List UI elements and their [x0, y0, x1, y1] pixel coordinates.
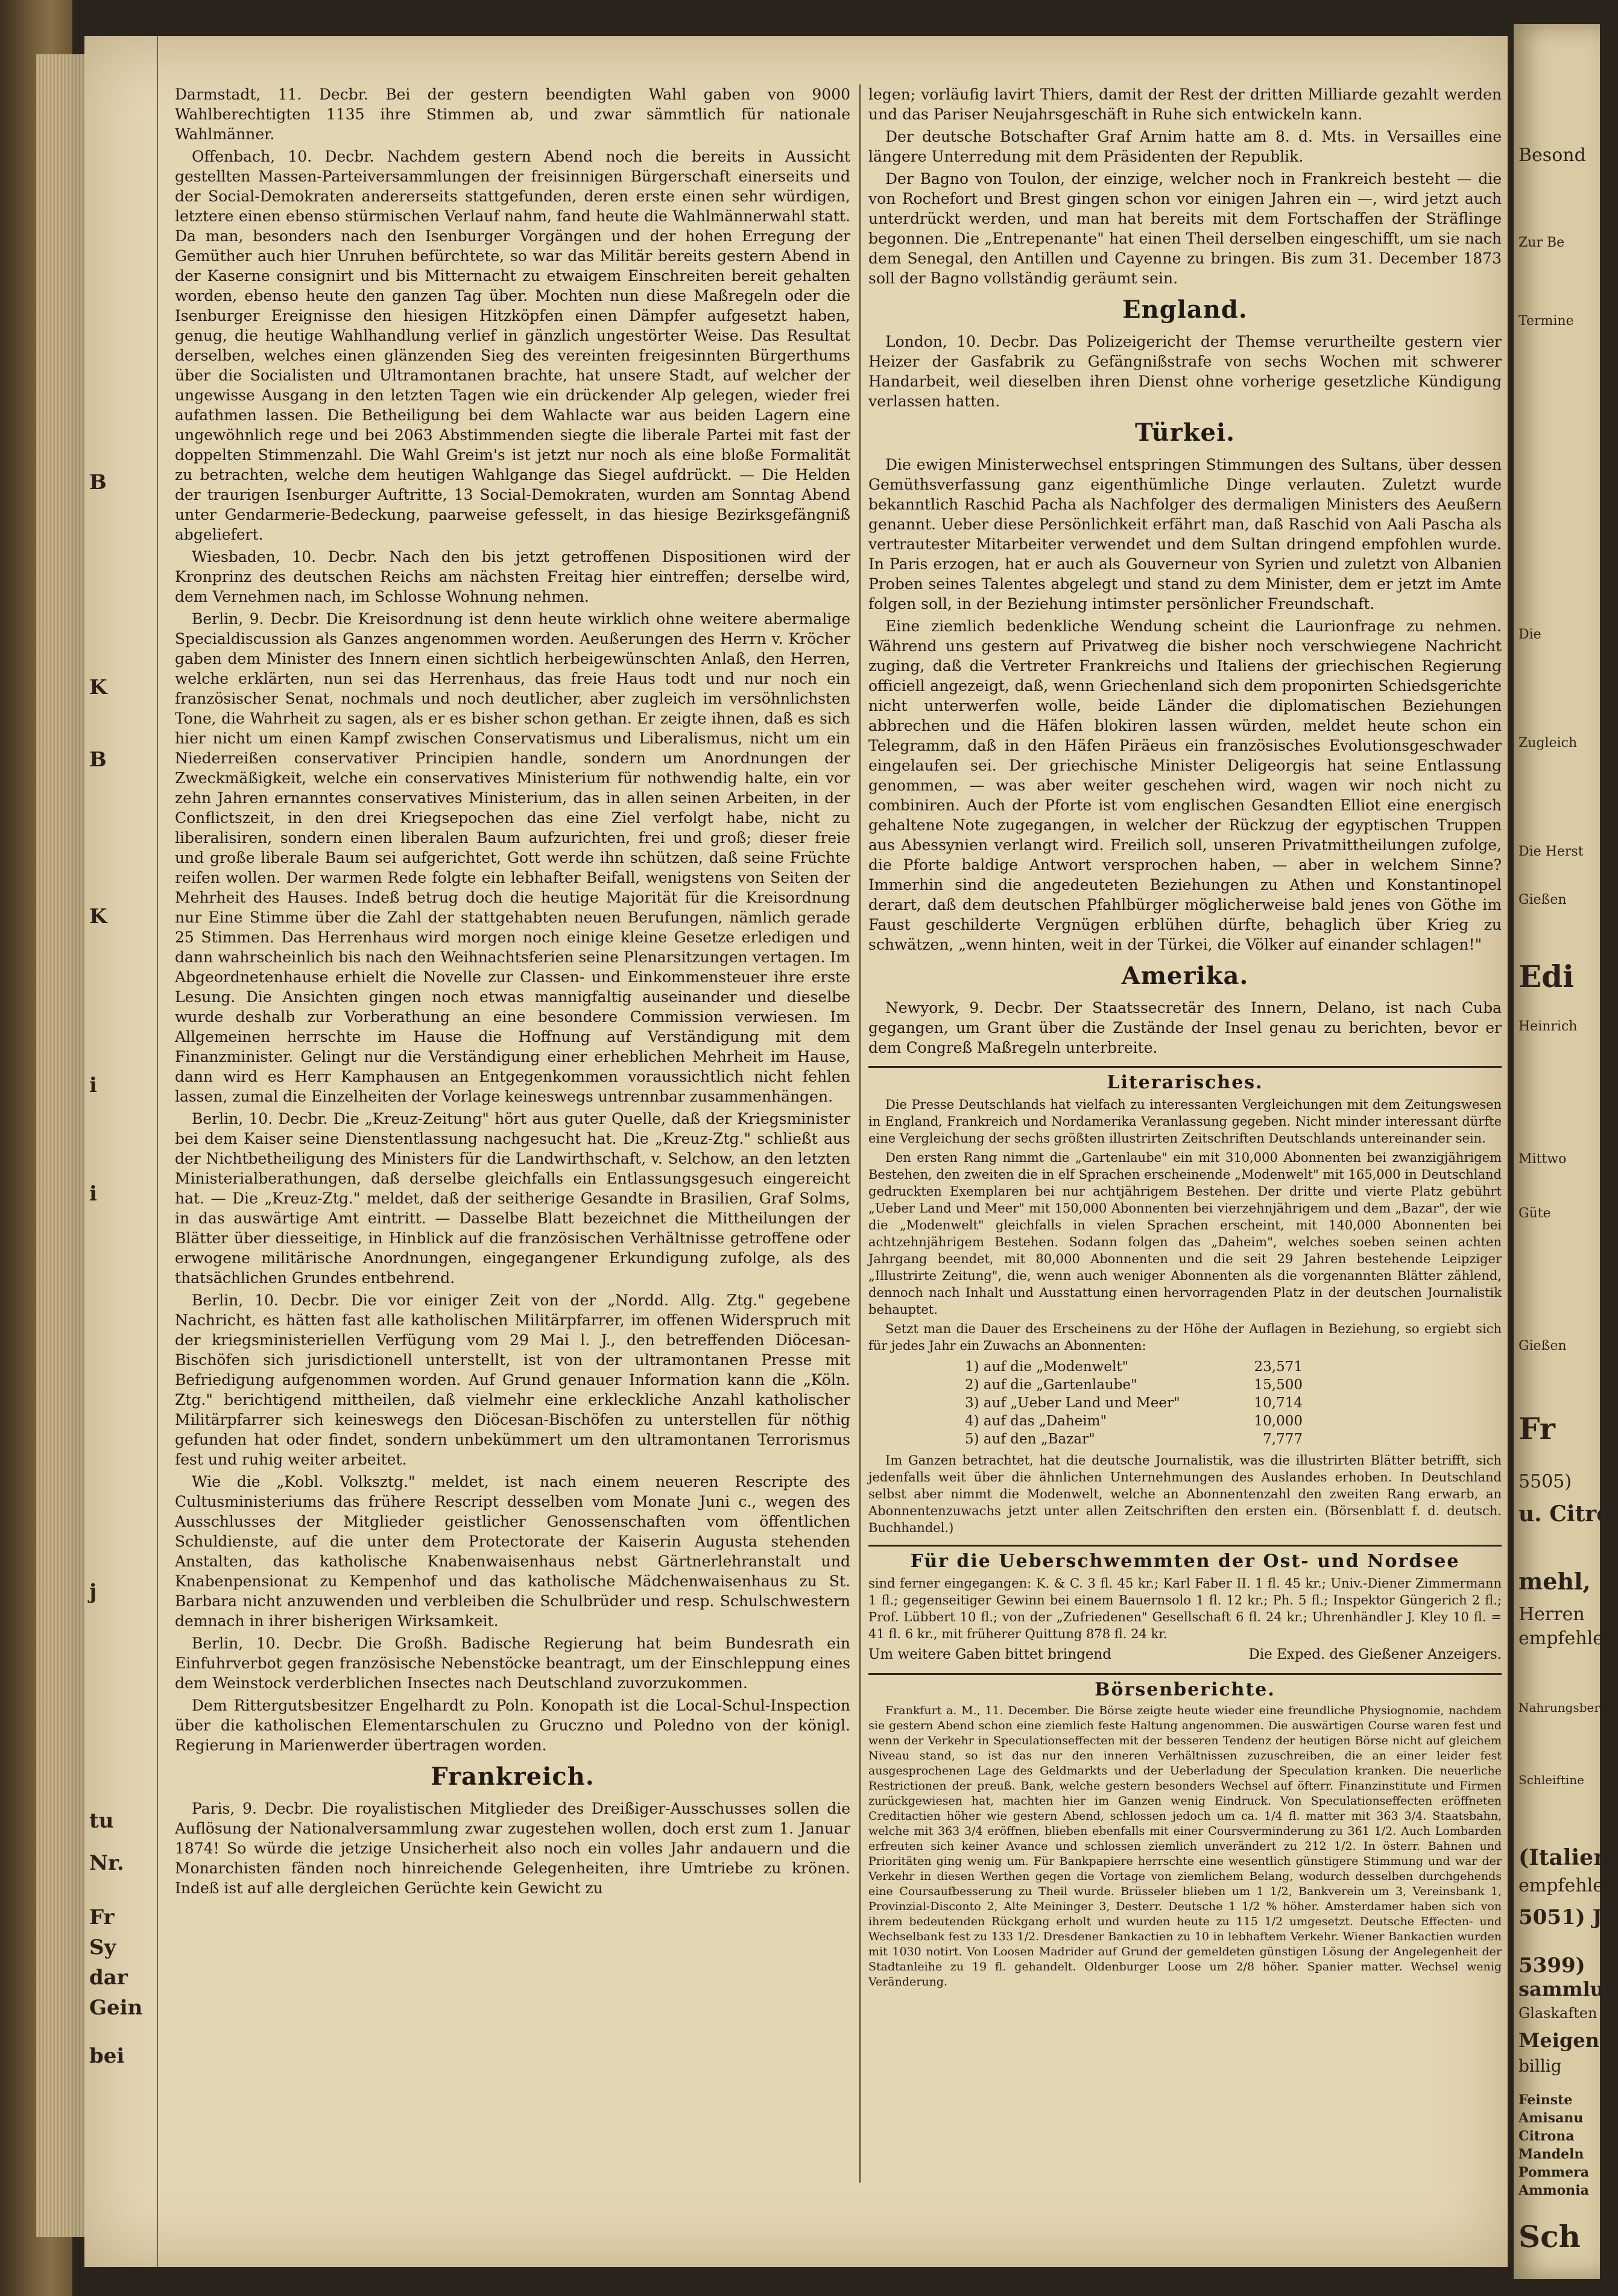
- table-row: [965, 1412, 1502, 1430]
- page-edges: [36, 54, 84, 2237]
- margin-fragment: dar: [89, 1966, 128, 1990]
- news-paragraph: Berlin, 10. Decbr. Die vor einiger Zeit von der „Nordd. Allg. Ztg." gegebene Nachricht, es hätten fast alle katholischen Militärpfarrer, im offenen Widerspruch mit der kriegsministeriellen Verfügung vom 29 Mai l. J., den betreffenden Diöcesan-Bischöfen sich jurisdictionell unterstellt, ist von der ultramontanen Presse mit Befriedigung aufgenommen worden. Auf Grund genauer Information kann die „Köln. Ztg." berichtigend mittheilen, daß vielmehr eine erkleckliche Anzahl katholischer Militärpfarrer sich keineswegs den Diöcesan-Bischöfen zu unterstellen für nöthig gefunden hat oder findet, sondern unbekümmert um den ultramontanen Terrorismus fest und ruhig weiter arbeitet.: [175, 1292, 850, 1468]
- news-paragraph: Berlin, 9. Decbr. Die Kreisordnung ist denn heute wirklich ohne weitere abermalige Specialdiscussion als Ganzes angenommen worden. Aeußerungen des Herrn v. Kröcher gaben dem Minister des Innern einen sichtlich herbeigewünschten Anlaß, den Herren, welche erklärten, nun sei das Herrenhaus, das freie Haus todt und nur noch ein französischer Senat, nochmals und noch deutlicher, aber zugleich im versöhnlichsten Tone, die Wahrheit zu sagen, als er es bisher schon gethan. Er zeigte ihnen, daß es sich hier nicht um einen Kampf zwischen Conservatismus und Liberalismus, nicht um ein Niederreißen conservativer Principien handle, sondern um Anordnungen der Zweckmäßigkeit, welche ein conservatives Ministerium für nothwendig halte, ein vor zehn Jahren ernanntes conservatives Ministerium, das in allen seinen Arbeiten, in der Conflictszeit, in den drei Kriegsepochen das eine Ziel verfolgt habe, nicht zu liberalisiren, sondern einen liberalen Baum aufzurichten, frei und groß; dieser freie und große liberale Baum sei aufgerichtet, Gott werde ihn schützen, daß seine Früchte reifen wollen. Der warmen Rede folgte ein lebhafter Beifall, wenigstens von Seiten der Mehrheit des Hauses. Indeß betrug doch die heutige Majorität für die Kreisordnung nur Eine Stimme über die Zahl der stattgehabten neuen Berufungen, nämlich gerade 25 Stimmen. Das Herrenhaus wird morgen noch einige kleine Gesetze erledigen und dann wahrscheinlich bis nach den Weihnachtsferien seine Plenarsitzungen vertagen. Im Abgeordnetenhause erhielt die Novelle zur Classen- und Einkommensteuer ihre erste Lesung. Die Ansichten gingen noch etwas mannigfaltig auseinander und dieselbe wurde deshalb zur Vorberathung an eine besondere Commission verwiesen. Im Allgemeinen herrschte im Hause die Hoffnung auf Verständigung mit dem Finanzminister. Gelingt nur die Verständigung einer erheblichen Mehrheit im Hause, dann wird es Herr Kamphausen an Entgegenkommen voraussichtlich nicht fehlen lassen, zumal die Einzelheiten der Vorlage keineswegs untrennbar zusammenhängen.: [175, 610, 850, 1105]
- facing-fragment: Besond: [1518, 145, 1586, 166]
- divider: [868, 1545, 1502, 1547]
- row-label: 1) auf die „Modenwelt": [965, 1359, 1129, 1375]
- news-paragraph: Berlin, 10. Decbr. Die Großh. Badische Regierung hat beim Bundesrath ein Einfuhrverbot gegen französische Nebenstöcke beantragt, um der Einschleppung eines dem Weinstock verderblichen Insectes nach Deutschland zuvorzukommen.: [175, 1635, 850, 1692]
- news-paragraph: Wie die „Kobl. Volksztg." meldet, ist nach einem neueren Rescripte des Cultusministeriums das frühere Rescript desselben vom Monate Juni c., wegen des Ausschlusses der Mitglieder geistlicher Genossenschaften vom öffentlichen Schuldienste, auf die unter dem Protectorate der Kaiserin Augusta stehenden Anstalten, das katholische Knabenwaisenhaus nebst Gärtnerlehranstalt und Knabenpensionat zu Kempenhof und das katholische Mädchenwaisenhaus zu St. Barbara nicht anzuwenden und verbleiben die Schulbrüder und resp. Schulschwestern demnach in ihrer bisherigen Wirksamkeit.: [175, 1473, 850, 1630]
- row-value: 7,777: [1263, 1431, 1303, 1447]
- donation-signature: [868, 1645, 1502, 1665]
- facing-fragment: Meigen: [1518, 2029, 1599, 2052]
- news-paragraph: Die ewigen Ministerwechsel entspringen Stimmungen des Sultans, über dessen Gemüthsverfassung ganz eigenthümliche Dinge verlauten. Zuletzt wurde bekanntlich Raschid Pacha als Nachfolger des dermaligen Ministers des Aeußern genannt. Ueber diese Persönlichkeit erfährt man, daß Raschid von Aali Pascha als vertrautester Mitarbeiter verwendet und dem Sultan dringend empfohlen wurde. In Paris erzogen, hat er auch als Gouverneur von Syrien und zuletzt von Albanien Proben seines Talentes abgelegt und stand zu dem Minister, dem er jetzt im Amte folgen soll, in der Beziehung intimster persönlicher Freundschaft.: [868, 456, 1502, 613]
- row-value: 23,571: [1254, 1359, 1303, 1375]
- margin-fragment: B: [89, 470, 107, 494]
- facing-fragment: Herren: [1518, 1604, 1585, 1625]
- facing-fragment: Mandeln: [1518, 2146, 1584, 2162]
- facing-fragment: Fr: [1518, 1411, 1555, 1446]
- facing-fragment: Die: [1518, 627, 1541, 642]
- row-label: 3) auf „Ueber Land und Meer": [965, 1395, 1180, 1411]
- facing-fragment: Zur Be: [1518, 235, 1565, 250]
- margin-fragment: Gein: [89, 1996, 143, 2020]
- facing-fragment: u. Citro: [1518, 1501, 1611, 1527]
- divider: [868, 1673, 1502, 1675]
- facing-fragment: Glaskaften: [1518, 2005, 1597, 2022]
- facing-fragment: empfehlen: [1518, 1628, 1616, 1649]
- signature-right: Die Exped. des Gießener Anzeigers.: [1248, 1647, 1502, 1662]
- facing-fragment: billig: [1518, 2056, 1562, 2076]
- left-margin-strip: [84, 36, 158, 2267]
- news-paragraph: London, 10. Decbr. Das Polizeigericht der Themse verurtheilte gestern vier Heizer der Gasfabrik zu Gefängnißstrafe von sechs Wochen mit schwerer Handarbeit, weil dieselben ihren Dienst ohne vorherige gesetzliche Kündigung verlassen hatten.: [868, 333, 1502, 410]
- row-value: 10,000: [1254, 1413, 1303, 1429]
- column-right: [868, 84, 1502, 1992]
- facing-fragment: Güte: [1518, 1206, 1551, 1221]
- facing-fragment: Pommera: [1518, 2165, 1590, 2180]
- section-heading-literarisches: Literarisches.: [1107, 1072, 1263, 1093]
- facing-fragment: Termine: [1518, 314, 1574, 329]
- margin-fragment: tu: [89, 1809, 114, 1833]
- newspaper-page: [84, 36, 1508, 2267]
- section-heading-frankreich: Frankreich.: [431, 1762, 595, 1791]
- news-paragraph: Wiesbaden, 10. Decbr. Nach den bis jetzt getroffenen Dispositionen wird der Kronprinz des deutschen Reichs am nächsten Freitag hier eintreffen; derselbe wird, dem Vernehmen nach, im Schlosse Wohnung nehmen.: [175, 548, 850, 605]
- table-row: [965, 1376, 1502, 1394]
- facing-fragment: Amisanu: [1518, 2110, 1584, 2126]
- column-divider: [859, 84, 861, 2183]
- news-paragraph: Newyork, 9. Decbr. Der Staatssecretär des Innern, Delano, ist nach Cuba gegangen, um Grant über die Zustände der Insel genau zu berichten, bevor er dem Congreß Maßregeln unterbreite.: [868, 999, 1502, 1056]
- news-paragraph: Berlin, 10. Decbr. Die „Kreuz-Zeitung" hört aus guter Quelle, daß der Kriegsminister bei dem Kaiser seine Dienstentlassung nachgesucht hat. Die „Kreuz-Ztg." schließt aus der Nichtbetheiligung des Ministers für die Landwirthschaft, v. Selchow, an den letzten Ministerialberathungen, daß derselbe gleichfalls ein Entlassungsgesuch eingereicht hat. — Die „Kreuz-Ztg." meldet, daß der seitherige Gesandte in Brasilien, Graf Solms, in das auswärtige Amt eintritt. — Dasselbe Blatt bezeichnet die Mittheilungen der Blätter über diesseitige, in Hinblick auf die französischen Verhältnisse getroffene oder erwogene militärische Anordnungen, eingegangener Erkundigung zufolge, als des thatsächlichen Grundes entbehrend.: [175, 1110, 850, 1287]
- facing-fragment: Die Herst: [1518, 844, 1584, 859]
- table-row: [965, 1430, 1502, 1448]
- facing-fragment: mehl,: [1518, 1568, 1591, 1595]
- news-paragraph: legen; vorläufig lavirt Thiers, damit der Rest der dritten Milliarde gezahlt werden und das Pariser Neujahrsgeschäft in Ruhe sich entwickeln kann.: [868, 86, 1502, 123]
- stock-report: Frankfurt a. M., 11. December. Die Börse zeigte heute wieder eine freundliche Physiognomie, nachdem sie gestern Abend schon eine ziemlich feste Haltung angenommen. Die auswärtigen Course waren fest und wenn der Verkehr in Speculationseffecten mit der besseren Tendenz der heutigen Börse nicht auf gleichem Niveau stand, so ist das nur den inneren Verhältnissen zuzuschreiben, die an einer leider fest ausgesprochenen Lage des Geldmarkts und der Ueberladung der Speculation kranken. Die neuerliche Restrictionen der preuß. Bank, welche gestern besonders Wechsel auf öfterr. Finanzinstitute und Firmen zurückgewiesen hat, machten hier im Ganzen wenig Eindruck. Von Speculationseffecten eröffneten Creditactien höher wie gestern Abend, schlossen jedoch um ca. 1/4 fl. matter mit 363 3/4. Staatsbahn, welche mit 363 3/4 eröffnen, blieben ebenfalls mit einer Coursverminderung zu 361 1/2. Auch Lombarden erfreuten sich keiner Avance und schlossen ziemlich unverändert zu 212 1/2. In österr. Bahnen und Prioritäten ging wenig um. Für Bankpapiere herrschte eine wesentlich günstigere Stimmung und war der Verkehr in diesen Werthen gegen die Vortage von ziemlichem Belang, wodurch desselben durchgehends eine Coursaufbesserung zu Theil wurde. Brüsseler blieben um 1 1/2, Bankverein um 3, Vereinsbank 1, Provinzial-Disconto 2, Alte Meininger 3, Desterr. Deutsche 1 1/2 % höher. Amsterdamer haben sich von ihrem bedeutenden Rückgang erholt und wurden heute zu 115 1/2 umgesetzt. Deutsche Effecten- und Wechselbank fest zu 133 1/2. Dresdener Bankactien zu 10 in lebhaftem Verkehr. Wiener Bankactien wurden mit 1030 notirt. Von Loosen Madrider auf Grund der gemeldeten günstigen Lösung der Angelegenheit der Stadtanleihe zu 19 fl. gehandelt. Oldenburger Loose um 2/8 höher. Spanier matter. Wechsel wenig Veränderung.: [868, 1704, 1502, 1988]
- facing-fragment: 5505): [1518, 1471, 1572, 1492]
- margin-fragment: Sy: [89, 1935, 116, 1960]
- section-heading-tuerkei: Türkei.: [1134, 418, 1236, 447]
- facing-fragment: (Italien: [1518, 1845, 1610, 1870]
- facing-fragment: Feinste: [1518, 2092, 1573, 2108]
- facing-fragment: Heinrich: [1518, 1019, 1578, 1034]
- literary-paragraph: Setzt man die Dauer des Erscheinens zu der Höhe der Auflagen in Beziehung, so ergiebt sich für jedes Jahr ein Zuwachs an Abonnenten:: [868, 1322, 1502, 1353]
- margin-fragment: B: [89, 748, 107, 772]
- row-value: 10,714: [1254, 1395, 1303, 1411]
- facing-fragment: Mittwo: [1518, 1152, 1567, 1167]
- facing-fragment: 5399): [1518, 1954, 1585, 1978]
- literary-paragraph: Im Ganzen betrachtet, hat die deutsche Journalistik, was die illustrirten Blätter betrifft, sich jedenfalls weit über die ähnlichen Unternehmungen des Auslandes erhoben. In Deutschland selbst aber nimmt die Modenwelt, welche an Abonnentenzahl den zweiten Rang erwarb, an Abonnentenzuwachs jetzt unter allen Zeitschriften den ersten ein. (Börsenblatt f. d. deutsch. Buchhandel.): [868, 1453, 1502, 1535]
- margin-fragment: i: [89, 1182, 97, 1206]
- facing-fragment: empfehlen: [1518, 1875, 1616, 1896]
- facing-fragment: sammlun: [1518, 1978, 1618, 2001]
- column-left: [175, 84, 850, 1900]
- subscriber-growth-table: [965, 1358, 1502, 1448]
- literary-paragraph: Den ersten Rang nimmt die „Gartenlaube" ein mit 310,000 Abonnenten bei zwanzigjährigem Bestehen, den zweiten die in elf Sprachen erscheinende „Modenwelt" mit 165,000 in Deutschland gedruckten Exemplaren bei nur achtjährigem Bestehen. Der dritte und vierte Platz gebührt „Ueber Land und Meer" mit 150,000 Abonnenten bei vierzehnjährigem und dem „Bazar", der wie die „Modenwelt" gleichfalls in vielen Sprachen erscheint, mit 140,000 Abonnenten bei achtzehnjährigem Bestehen. Sodann folgen das „Daheim", welches soeben seinen achten Jahrgang beendet, mit 80,000 Abonnenten und die seit 29 Jahren bestehende Leipziger „Illustrirte Zeitung", die, wenn auch weniger Abonnenten als die vorgenannten Blätter zählend, dennoch nach Inhalt und Ausstattung einen hervorragenden Platz in der deutschen Journalistik behauptet.: [868, 1150, 1502, 1317]
- margin-fragment: K: [89, 904, 107, 929]
- margin-fragment: Fr: [89, 1905, 115, 1929]
- section-heading-amerika: Amerika.: [1121, 962, 1249, 990]
- news-paragraph: Der deutsche Botschafter Graf Arnim hatte am 8. d. Mts. in Versailles eine längere Unterredung mit dem Präsidenten der Republik.: [868, 128, 1502, 165]
- row-label: 2) auf die „Gartenlaube": [965, 1377, 1137, 1393]
- facing-fragment: Nahrungsberg: [1518, 1700, 1608, 1715]
- row-label: 4) auf das „Daheim": [965, 1413, 1107, 1429]
- margin-fragment: Nr.: [89, 1851, 124, 1875]
- margin-fragment: bei: [89, 2044, 125, 2068]
- news-paragraph: Der Bagno von Toulon, der einzige, welcher noch in Frankreich besteht — die von Rochefort und Brest gingen schon vor einigen Jahren ein —, wird jetzt auch unterdrückt werden, und man hat bereits mit dem Fortschaffen der Sträflinge begonnen. Die „Entrepenante" hat einen Theil derselben eingeschifft, um sie nach dem Senegal, den Antillen und Cayenne zu bringen. Bis zum 31. December 1873 soll der Bagno vollständig geräumt sein.: [868, 170, 1502, 287]
- facing-fragment: Ammonia: [1518, 2183, 1589, 2198]
- row-value: 15,500: [1254, 1377, 1303, 1393]
- section-heading-england: England.: [1122, 295, 1248, 324]
- literary-paragraph: Die Presse Deutschlands hat vielfach zu interessanten Vergleichungen mit dem Zeitungswesen in England, Frankreich und Nordamerika Veranlassung gegeben. Nicht minder interessant dürfte eine Vergleichung der sechs größten illustrirten Zeitschriften Deutschlands untereinander sein.: [868, 1097, 1502, 1146]
- divider: [868, 1066, 1502, 1068]
- facing-fragment: 5051) J.: [1518, 1905, 1608, 1929]
- news-paragraph: Dem Rittergutsbesitzer Engelhardt zu Poln. Konopath ist die Local-Schul-Inspection über die katholischen Elementarschulen zu Gruczno und Poledno von der königl. Regierung in Marienwerder übertragen worden.: [175, 1697, 850, 1754]
- table-row: [965, 1394, 1502, 1412]
- news-paragraph: Darmstadt, 11. Decbr. Bei der gestern beendigten Wahl gaben von 9000 Wahlberechtigten 1135 ihre Stimmen ab, und zwar sämmtlich für nationale Wahlmänner.: [175, 86, 850, 143]
- facing-fragment: Schleiftine: [1518, 1773, 1584, 1787]
- margin-fragment: j: [89, 1580, 97, 1604]
- facing-fragment: Gießen: [1518, 1339, 1567, 1354]
- news-paragraph: Offenbach, 10. Decbr. Nachdem gestern Abend noch die bereits in Aussicht gestellten Massen-Parteiversammlungen der freisinnigen Bürgerschaft einerseits und der Social-Demokraten andererseits stattgefunden, deren erste einen sehr würdigen, letztere einen ebenso stürmischen Verlauf nahm, fand heute die Wahlmännerwahl statt. Da man, besonders nach den Isenburger Vorgängen und der hohen Erregung der Gemüther auch hier Unruhen befürchtete, so war das Militär bereits gestern Abend in der Kaserne consignirt und bis Mitternacht zu etwaigem Einschreiten bereit gehalten worden, ebenso heute den ganzen Tag über. Mochten nun diese Maßregeln oder die Isenburger Ereignisse den hiesigen Hitzköpfen einen Dämpfer aufgesetzt haben, genug, die heutige Wahlhandlung verlief in gänzlich ungestörter Weise. Das Resultat derselben, welches einen glänzenden Sieg des vereinten freigesinnten Bürgerthums über die Socialisten und Ultramontanen brachte, hat unsere Stadt, auf welcher der ungewisse Ausgang in den letzten Tagen wie ein drückender Alp gelegen, wieder frei aufathmen lassen. Die Betheiligung bei dem Wahlacte war aus beiden Lagern eine ungewöhnlich rege und bei 2063 Abstimmenden siegte die liberale Partei mit fast der doppelten Stimmenzahl. Die Wahl Greim's ist jetzt nur noch als eine bloße Formalität zu betrachten, welche dem heutigen Wahlgange das Siegel aufdrückt. — Die Helden der traurigen Isenburger Auftritte, 13 Social-Demokraten, wurden am Sonntag Abend unter Gendarmerie-Bedeckung, paarweise gefesselt, in das hiesige Bezirksgefängniß abgeliefert.: [175, 148, 850, 543]
- facing-fragment: Sch: [1518, 2219, 1581, 2254]
- row-label: 5) auf den „Bazar": [965, 1431, 1095, 1447]
- news-paragraph: Eine ziemlich bedenkliche Wendung scheint die Laurionfrage zu nehmen. Während uns gestern auf Privatweg die bisher noch verschwiegene Nachricht zuging, daß die Vertreter Frankreichs und Italiens der griechischen Regierung officiell angezeigt, daß, wenn Griechenland sich dem proponirten Schiedsgerichte nicht unterwerfen wolle, beide Länder die diplomatischen Beziehungen abbrechen und die Häfen blokiren lassen würden, meldet heute schon ein Telegramm, daß in den Häfen Piräeus ein französisches Evolutionsgeschwader eingelaufen sei. Der griechische Minister Deligeorgis hat seine Entlassung genommen, — was aber weiter geschehen wird, wagen wir noch nicht zu combiniren. Auch der Pforte ist vom englischen Gesandten Elliot eine energisch gehaltene Note zugegangen, in welcher der Rückzug der egyptischen Truppen aus Abessynien verlangt wird. Freilich soll, unseren Privatmittheilungen zufolge, die Pforte baldige Antwort versprochen haben, — aber in welchem Sinne? Immerhin sind die angedeuteten Beziehungen zu Athen und Konstantinopel derart, daß dem deutschen Pfahlbürger möglicherweise bald jenes von Göthe im Faust geschilderte Vergnügen erblühen dürfte, behaglich über Krieg zu schwätzen, „wenn hinten, weit in der Türkei, die Völker auf einander schlagen!": [868, 617, 1502, 953]
- news-paragraph: Paris, 9. Decbr. Die royalistischen Mitglieder des Dreißiger-Ausschusses sollen die Auflösung der Nationalversammlung zwar zugestehen wollen, doch erst zum 1. Januar 1874! So würde die jetzige Unsicherheit also noch ein volles Jahr andauern und die Monarchisten fänden noch hinreichende Gelegenheiten, ihre Umtriebe zu krönen. Indeß ist auf alle dergleichen Gerüchte kein Gewicht zu: [175, 1800, 850, 1897]
- facing-page-edge: [1514, 24, 1618, 2279]
- facing-fragment: Zugleich: [1518, 736, 1578, 751]
- margin-fragment: K: [89, 675, 107, 699]
- signature-left: Um weitere Gaben bittet bringend: [868, 1647, 1111, 1662]
- section-heading-boerse: Börsenberichte.: [1095, 1679, 1275, 1700]
- margin-fragment: i: [89, 1073, 97, 1097]
- donation-list: sind ferner eingegangen: K. & C. 3 fl. 45 kr.; Karl Faber II. 1 fl. 45 kr.; Univ.-Diener Zimmermann 1 fl.; gegenseitiger Gewinn bei einem Bauernsolo 1 fl. 12 kr.; Ph. 5 fl.; Inspektor Güngerich 2 fl.; Prof. Lübbert 10 fl.; von der „Zufriedenen" Gesellschaft 6 fl. 24 kr.; Uhrenhändler J. Kley 10 fl. = 41 fl. 6 kr., mit früherer Quittung 878 fl. 24 kr.: [868, 1576, 1502, 1641]
- facing-fragment: Citrona: [1518, 2128, 1575, 2144]
- facing-fragment: Gießen: [1518, 892, 1567, 907]
- facing-fragment: Edi: [1518, 959, 1575, 994]
- section-heading-ueberschwemmte: Für die Ueberschwemmten der Ost- und Nordsee: [910, 1551, 1460, 1572]
- table-row: [965, 1358, 1502, 1376]
